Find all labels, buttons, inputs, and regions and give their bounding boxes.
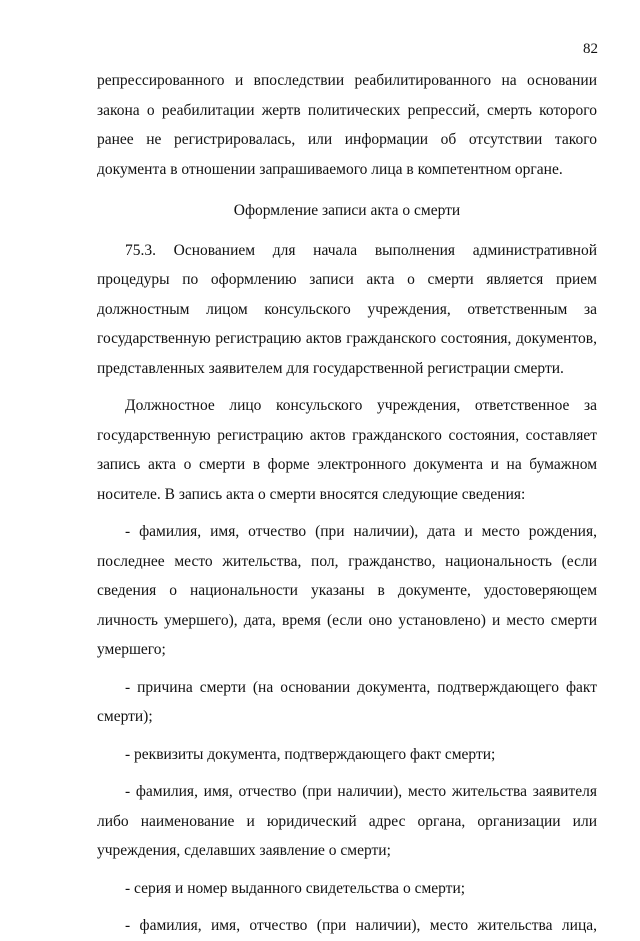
- list-item: - причина смерти (на основании документа, подтверждающего факт смерти);: [97, 678, 597, 725]
- paragraph-intro: репрессированного и впоследствии реабилитированного на основании закона о реабилитации жертв политических репрессий, смерть которого ранее не регистрировалась, или информации об отсутствии такого документа в отношении запрашиваемого лица в компетентном органе.: [97, 72, 597, 178]
- section-heading: Оформление записи акта о смерти: [233, 202, 461, 219]
- list-item: - фамилия, имя, отчество (при наличии), место жительства лица,: [125, 917, 597, 934]
- list-item: - серия и номер выданного свидетельства о смерти;: [125, 879, 466, 897]
- document-body: [97, 66, 597, 941]
- list-item: - фамилия, имя, отчество (при наличии), дата и место рождения, последнее место жительства, пол, гражданство, национальность (если сведения о национальности указаны в документе, удостоверяющем личность умершего), дата, время (если оно установлено) и место смерти умершего;: [97, 523, 597, 658]
- page-number: 82: [583, 41, 598, 57]
- paragraph-official: Должностное лицо консульского учреждения, ответственное за государственную регистрацию актов гражданского состояния, составляет запись акта о смерти в форме электронного документа и на бумажном носителе. В запись акта о смерти вносятся следующие сведения:: [97, 397, 597, 503]
- paragraph-75-3: 75.3. Основанием для начала выполнения административной процедуры по оформлению записи акта о смерти является прием должностным лицом консульского учреждения, ответственным за государственную регистрацию актов гражданского состояния, документов, представленных заявителем для государственной регистрации смерти.: [97, 241, 597, 377]
- list-item: - реквизиты документа, подтверждающего факт смерти;: [125, 745, 496, 763]
- list-item: - фамилия, имя, отчество (при наличии), место жительства заявителя либо наименование и юридический адрес органа, организации или учреждения, сделавших заявление о смерти;: [97, 783, 597, 859]
